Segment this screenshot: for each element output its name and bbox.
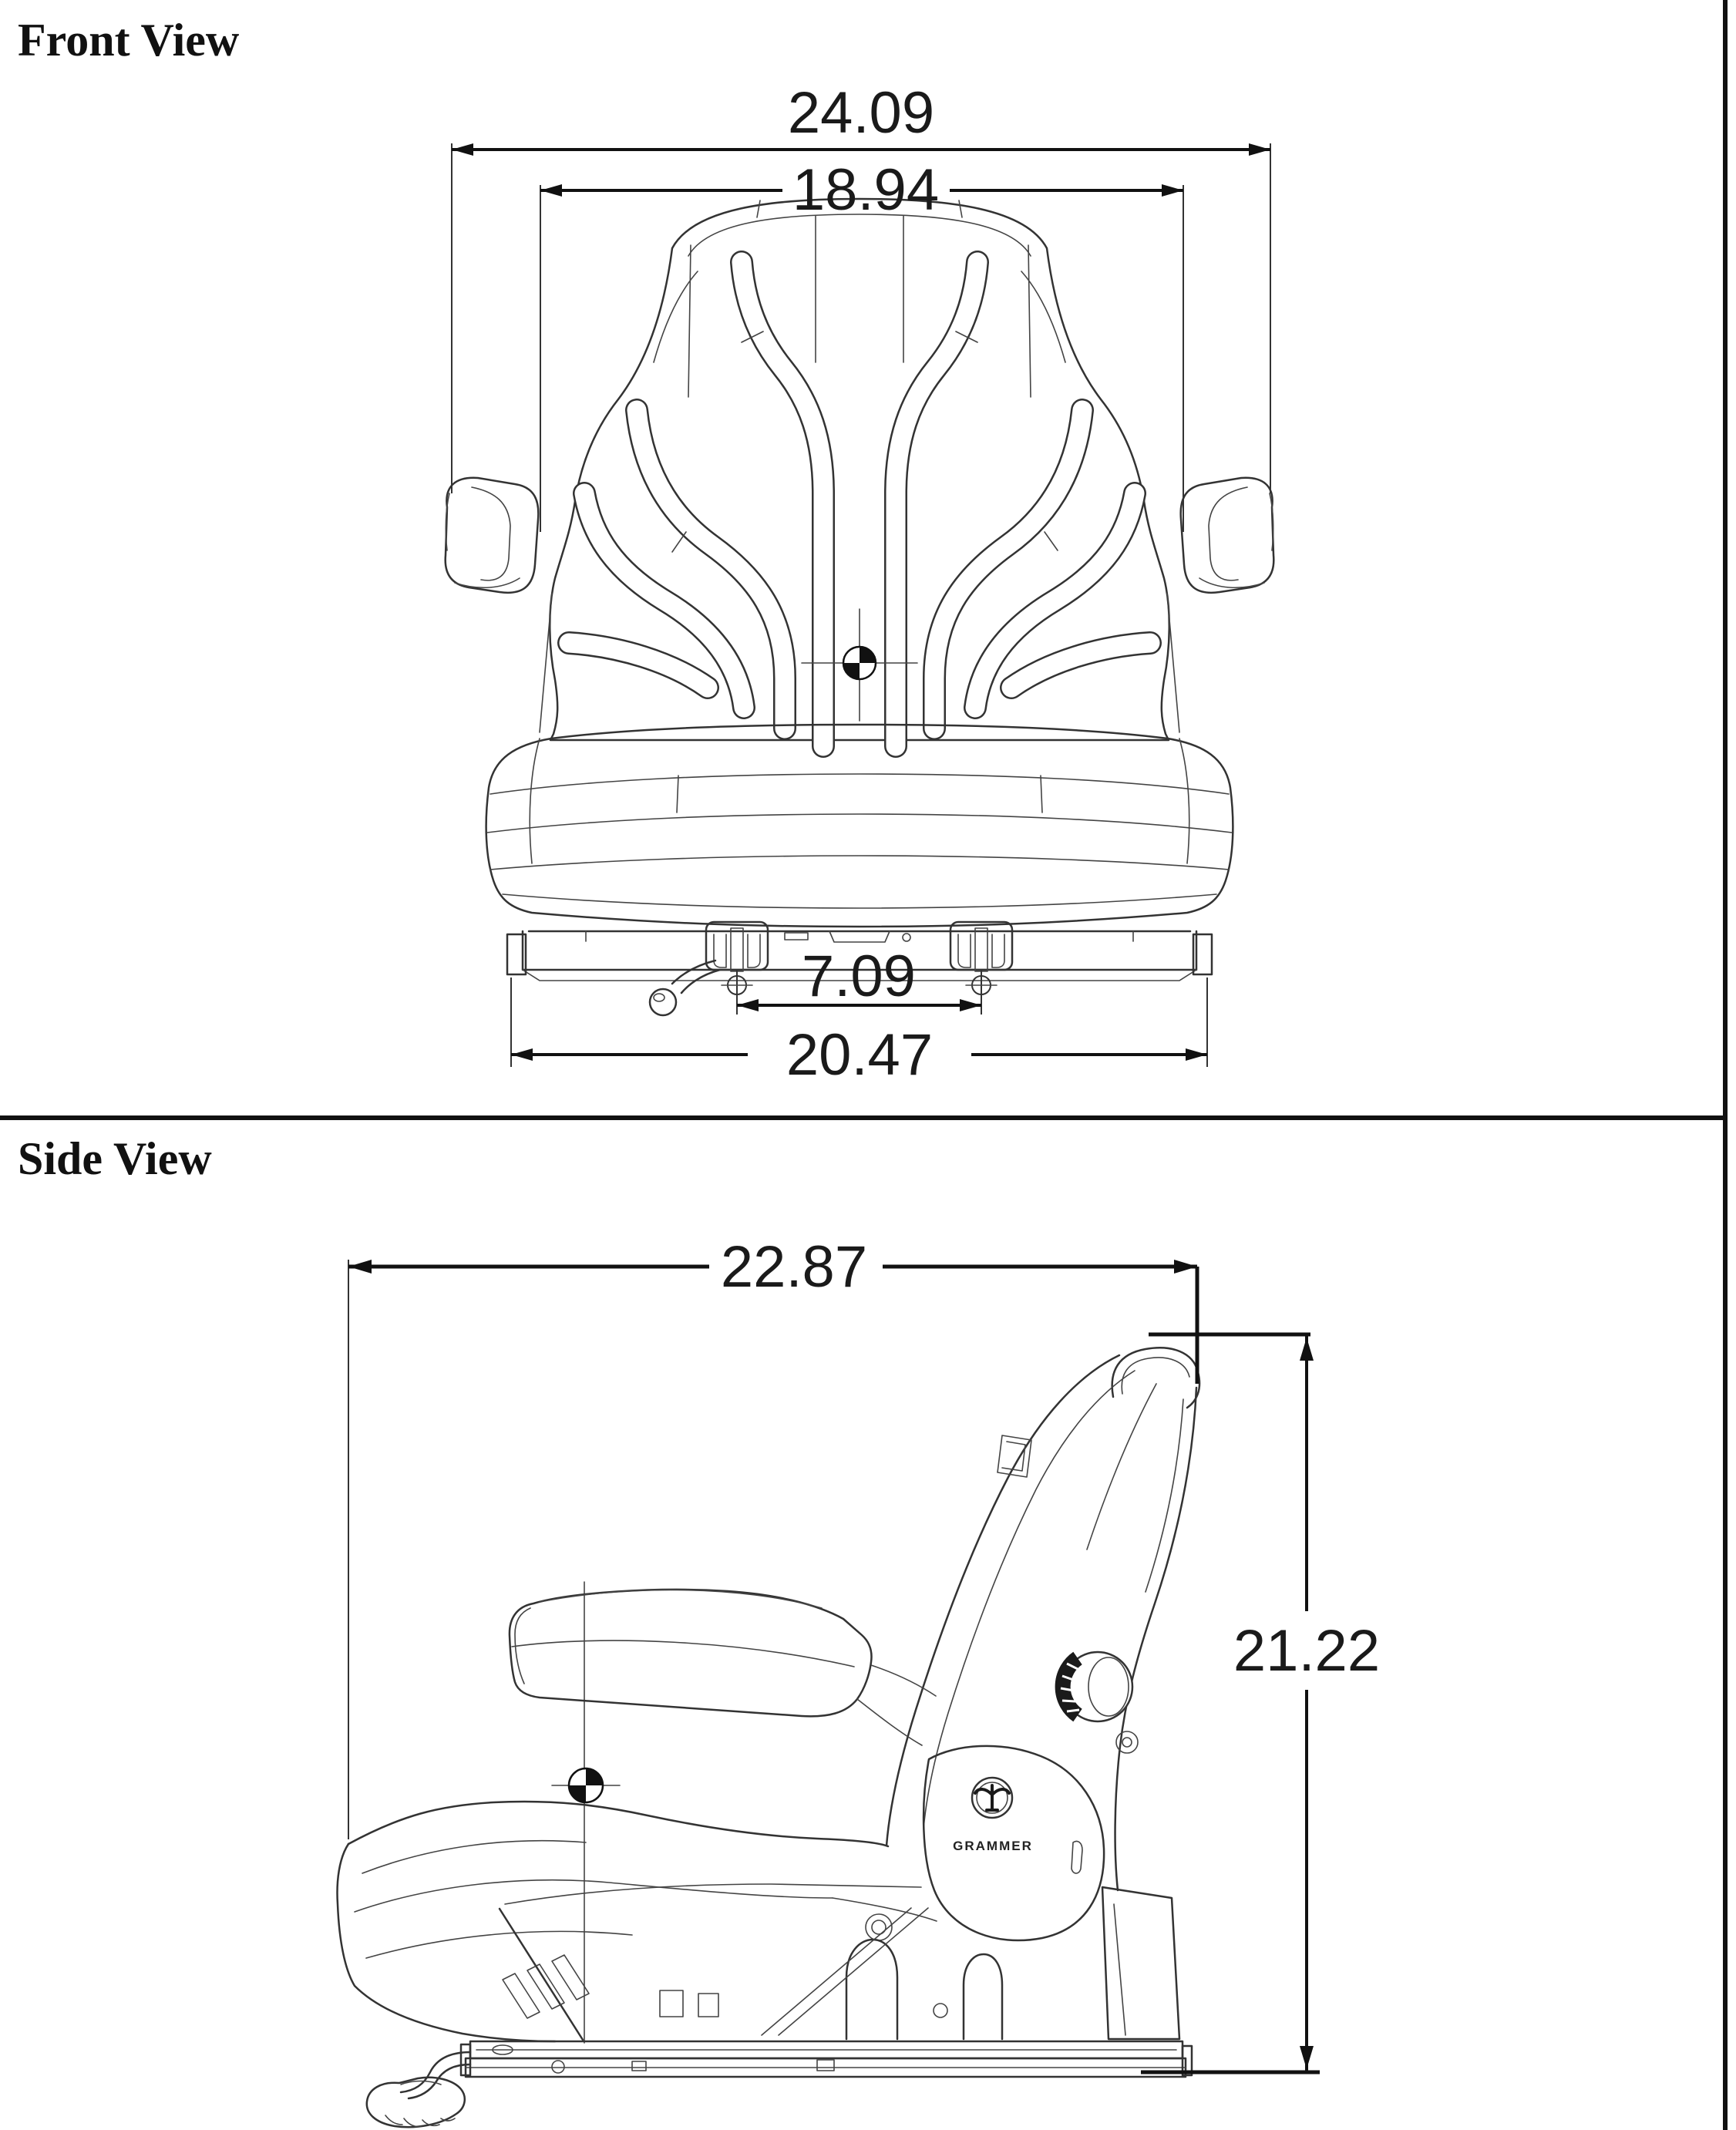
recliner-shell — [924, 1746, 1104, 1940]
dimension-overall-width — [452, 80, 1270, 493]
front-view — [18, 15, 1273, 1088]
dimension-overall-height — [1141, 1334, 1380, 2072]
side-view-title: Side View — [18, 1133, 212, 1184]
backrest-side — [887, 1348, 1199, 1890]
slide-handle — [367, 2052, 470, 2127]
dim-label-mount-rail-spacing: 7.09 — [802, 944, 916, 1009]
dim-label-overall-width: 24.09 — [787, 80, 935, 146]
grammer-logo-text: GRAMMER — [953, 1839, 1033, 1853]
armrest-side — [510, 1590, 936, 1745]
front-view-title: Front View — [18, 15, 240, 66]
dimension-overall-depth — [348, 1234, 1197, 1839]
grammer-logo-icon — [972, 1778, 1012, 1818]
armrest-left — [446, 478, 539, 593]
dim-label-overall-depth: 22.87 — [720, 1234, 868, 1300]
dim-label-backrest-width: 18.94 — [792, 157, 940, 223]
suspension-base — [500, 1884, 1179, 2040]
center-of-gravity-icon-side — [552, 1768, 620, 1802]
dim-label-overall-height: 21.22 — [1233, 1618, 1381, 1684]
side-view — [18, 1133, 1380, 2127]
seat-side-drawing — [338, 1348, 1200, 2127]
dimension-backrest-width — [540, 157, 1183, 532]
rail-clamp-right — [950, 922, 1012, 971]
seat-cushion-front — [486, 725, 1233, 927]
armrest-right — [1181, 478, 1274, 593]
dimension-mount-rail-spacing — [722, 944, 997, 1015]
recline-knob — [1061, 1652, 1138, 1753]
rail-clamp-left — [706, 922, 768, 971]
seat-front-drawing — [446, 199, 1274, 1015]
dim-label-base-width: 20.47 — [786, 1022, 934, 1088]
mount-rails-side — [461, 2041, 1192, 2077]
